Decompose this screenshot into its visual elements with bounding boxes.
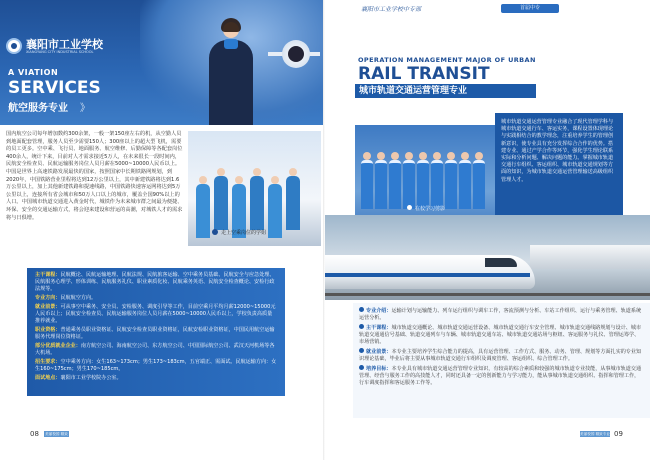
double-chevron-icon: 》: [80, 103, 90, 114]
page-number: 08: [30, 430, 39, 438]
heading-cn-bar: [355, 84, 536, 98]
info-item: 部分优质就业企业：南方航空公司、海南航空公司、东方航空公司、中国国际航空公司、武汉天河机场等各大机场。: [35, 343, 275, 357]
stewardess-photo: [205, 18, 257, 125]
info-item: 面试地点：襄阳市工业学校院办公室。: [35, 375, 122, 382]
info-item: 招生要求：空中乘务方向：女生163~173cm；男生173~183cm，五官端正、需面试。民航运输方向：女生160~175cm；男生170~185cm。: [35, 359, 277, 373]
major-description: 城市轨道交通运营管理专业融合了现代管理学科与城市轨道交通行车、客运实务，课程设置体现理论与实践相结合的教学理念，注重培养学生的管理创新意识，使专业具有充分发挥综合合作的优势。搭建专业、通过产学合作等环节，强化学生理论联系实际和分析问题、解决问题的能力。掌握城市轨道交通行车组织、客运组织、城市轨道交通规划等方面的知识，为城市轨道交通运营管理输送高级组织管理人才。: [501, 119, 614, 183]
school-logo-icon: [6, 38, 22, 54]
heading-cn: 城市轨道交通运营管理专业: [359, 86, 468, 96]
major-description-box: [495, 113, 623, 225]
header-pill: 首届中专: [501, 4, 559, 13]
info-item: 专业方向：民航航空方向。: [35, 295, 97, 302]
airplane-icon: [268, 30, 320, 80]
right-page: [325, 0, 650, 460]
footer-tag: 美丽校园 精致专业: [580, 432, 610, 436]
detail-item: 主干课程：城市轨道交通概论、城市轨道交通运营设备、城市轨道交通行车安全管理、城市轨道交通线路规划与设计、城市轨道交通通信号基础、轨道交通列车与车辆、城市轨道交通车站、城市轨道交通站场与枢纽、客运服务与礼仪、管理运筹学、市场营销。: [359, 324, 642, 346]
aviation-banner: [0, 0, 325, 125]
heading-en-big: SERVICES: [8, 78, 101, 98]
aviation-intro-text: 国内航空公司每年增加数约300余架，一般一架150座左右的机，从空勤人员到地面配套管理，服务人员至少需要150人；300座以上的超大型飞机，需要的员工更多。空中乘、飞行员、地面服务、航空维修、后勤保障等各配套岗位400余人，统计下来，目前对人才需求接近5万人，在未来很长一段时间内，民航安全检查员、民航运输服务岗位人员月薪在5000~10000人民币以上。中国是世界上高速铁路发展最快的国家，按照国家中长期铁路网规划，到2020年，中国铁路营业里程将达到12万公里以上，其中新建铁路将达到1.6万公里以上，加上其他新建铁路和提速线路，中国铁路快速客运网将达到5万公里以上，连接所有省会城市和50万人口以上的城市，覆盖全国90%以上的人口。中国城市轨道交通进入黄金时代，城铁作为未来城市群之间最为便捷、环保、安全的交通运输方式，将会迎来建设和营运的高潮，对城铁人才的需求将与日俱增。: [6, 131, 183, 221]
detail-item: 就业前景：本专业主要培养学生综合能力的提高，具有运营管理、工作方式、服务、动务、管理、规划等方面扎实的专业知识理论基础，毕业后将主要从事城市轨道交通行车组织及调度管理、客运组织、综合管理工作。: [359, 348, 642, 362]
heading-cn: 航空服务专业: [8, 103, 68, 114]
heading-en-small: OPERATION MANAGEMENT MAJOR OF URBAN: [358, 56, 536, 64]
info-item: 职业资格：普通乘务员职业资格证、民航安全检查员职业资格证，民航安检职业资格证，中国民用航空运输服务代理岗位资格证。: [35, 327, 275, 341]
train-photo: [325, 215, 650, 300]
header-script: 襄阳市工业学校中专部: [361, 6, 422, 13]
info-item: 就业前景：可从事空中乘务、安全员、安检服务、调度引导等工作，目前空乘月平均月薪12000~15000元人民币以上；民航安全检查员、民航运输服务岗位人员月薪在5000~10000人民币以上，学校负责高质量推荐就业。: [35, 304, 276, 325]
photo-caption: 走上空乘岗位的学姐: [221, 230, 267, 236]
rail-details-box: [353, 303, 650, 418]
page-number: 09: [614, 430, 623, 438]
photo-caption: 在校学习剪影: [415, 206, 446, 212]
footer-tag: 美丽校园 精致专业: [45, 432, 68, 442]
heading-en-big: RAIL TRANSIT: [358, 64, 490, 84]
right-header: [355, 4, 650, 20]
aviation-info-box: [27, 268, 285, 396]
info-item: 主干课程：民航概论、民航运输地理、民航法规、民航旅客运输、空中乘务员基础、民航安全与应急处理、民航服务心理学、形体训练、民航服务礼仪、职业素质化妆、民航乘务英语、民航安全检查概论、安检行政法规等。: [35, 272, 275, 293]
detail-item: 培养目标：本专业具有城市轨道交通运营管理专业知识，有较高的综合素质和较强的城市轨道专业技能，从事城市轨道交通管理、经营与服务工作的高技能人才，同时还具备一定的创新能力与学习能力，能从事城市轨道交通组织、指挥和管理工作，行车调度指挥和客运服务工作等。: [359, 365, 642, 386]
detail-item: 专业介绍：运输计划与运输能力、列车运行组织与调车工作，客流预测与分析、车站工作组织、运行与乘务管理、轨道系统运营分析。: [359, 308, 642, 322]
school-name: 襄阳市工业学校: [26, 38, 103, 51]
school-name-en: XIANGYANG CITY INDUSTRIAL SCHOOL: [26, 50, 94, 54]
heading-en-small: A VIATION: [8, 68, 59, 77]
